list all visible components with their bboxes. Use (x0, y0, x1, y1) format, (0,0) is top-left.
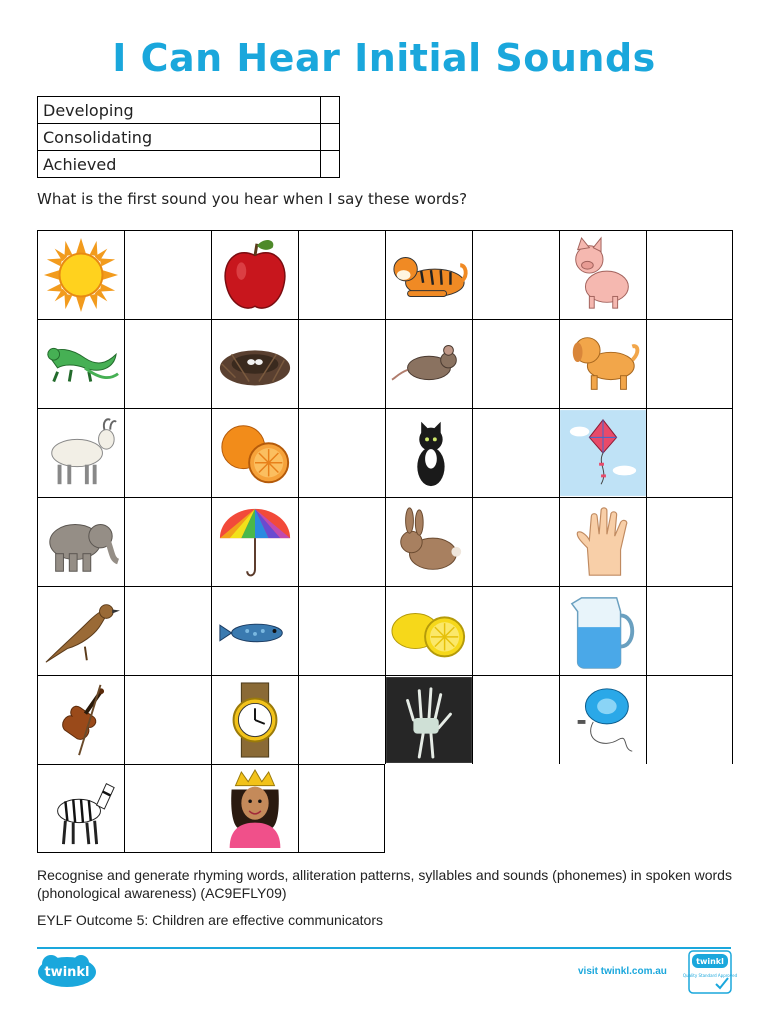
answer-cell[interactable] (298, 675, 385, 764)
bird-icon (42, 591, 120, 671)
queen-icon (216, 769, 294, 849)
picture-cell (559, 586, 646, 675)
page-title: I Can Hear Initial Sounds (112, 36, 656, 80)
answer-cell[interactable] (124, 319, 211, 408)
twinkl-logo[interactable] (37, 954, 97, 988)
answer-cell[interactable] (298, 230, 385, 319)
assessment-levels-table (37, 96, 340, 178)
picture-cell (37, 408, 124, 497)
answer-cell[interactable] (472, 675, 559, 764)
x-ray-icon (390, 680, 468, 760)
answer-cell[interactable] (646, 675, 733, 764)
answer-cell[interactable] (298, 497, 385, 586)
iguana-icon (42, 324, 120, 404)
level-label: Developing (38, 97, 321, 124)
picture-cell (559, 675, 646, 764)
picture-cell (211, 230, 298, 319)
picture-cell (211, 319, 298, 408)
elephant-icon (42, 502, 120, 582)
picture-cell (37, 497, 124, 586)
picture-cell (37, 319, 124, 408)
violin-icon (42, 680, 120, 760)
answer-cell[interactable] (298, 764, 385, 853)
answer-cell[interactable] (298, 408, 385, 497)
picture-cell (385, 675, 472, 764)
nest-icon (216, 324, 294, 404)
hand-icon (564, 502, 642, 582)
picture-cell (211, 675, 298, 764)
level-row-achieved (38, 151, 340, 178)
answer-cell[interactable] (124, 408, 211, 497)
picture-cell (559, 497, 646, 586)
eylf-outcome: EYLF Outcome 5: Children are effective communicators (37, 912, 384, 928)
picture-cell (37, 675, 124, 764)
picture-cell (37, 586, 124, 675)
level-checkbox[interactable] (321, 97, 340, 124)
level-row-consolidating (38, 124, 340, 151)
picture-cell (211, 764, 298, 853)
dog-icon (564, 324, 642, 404)
quality-badge (682, 950, 738, 994)
level-checkbox[interactable] (321, 124, 340, 151)
picture-cell (211, 408, 298, 497)
answer-cell[interactable] (472, 230, 559, 319)
answer-cell[interactable] (124, 230, 211, 319)
cat-icon (390, 413, 468, 493)
level-label: Consolidating (38, 124, 321, 151)
picture-cell (37, 764, 124, 853)
answer-cell[interactable] (646, 230, 733, 319)
watch-icon (216, 680, 294, 760)
answer-cell[interactable] (124, 764, 211, 853)
picture-cell (385, 319, 472, 408)
picture-cell (385, 586, 472, 675)
answer-cell[interactable] (646, 408, 733, 497)
answer-cell[interactable] (472, 497, 559, 586)
answer-cell[interactable] (472, 586, 559, 675)
answer-cell[interactable] (124, 586, 211, 675)
goat-icon (42, 413, 120, 493)
mouse-icon (390, 324, 468, 404)
badge-subtext: Quality Standard Approved (682, 973, 738, 978)
pig-icon (564, 235, 642, 315)
badge-text: twinkl (696, 957, 724, 966)
rabbit-icon (390, 502, 468, 582)
question-text: What is the first sound you hear when I say these words? (37, 190, 468, 208)
logo-text: twinkl (44, 965, 90, 980)
answer-cell[interactable] (472, 319, 559, 408)
picture-cell (211, 586, 298, 675)
answer-cell[interactable] (646, 586, 733, 675)
level-row-developing (38, 97, 340, 124)
umbrella-icon (216, 502, 294, 582)
sun-icon (42, 235, 120, 315)
curriculum-statement: Recognise and generate rhyming words, alliteration patterns, syllables and sounds (phonemes) in spoken words (phonological awareness) (AC9EFLY09) (37, 867, 732, 901)
answer-cell[interactable] (124, 675, 211, 764)
picture-cell (559, 230, 646, 319)
answer-cell[interactable] (472, 408, 559, 497)
zebra-icon (42, 769, 120, 849)
picture-cell (385, 497, 472, 586)
kite-icon (564, 413, 642, 493)
orange-icon (216, 413, 294, 493)
tiger-icon (390, 235, 468, 315)
yo-yo-icon (564, 680, 642, 760)
picture-cell (211, 497, 298, 586)
picture-cell (37, 230, 124, 319)
answer-cell[interactable] (646, 319, 733, 408)
fish-icon (216, 591, 294, 671)
footer-divider (37, 947, 731, 949)
picture-cell (559, 408, 646, 497)
picture-cell (385, 230, 472, 319)
level-label: Achieved (38, 151, 321, 178)
picture-cell (559, 319, 646, 408)
visit-link[interactable]: visit twinkl.com.au (578, 966, 667, 977)
answer-cell[interactable] (646, 497, 733, 586)
apple-icon (216, 235, 294, 315)
answer-cell[interactable] (298, 586, 385, 675)
level-checkbox[interactable] (321, 151, 340, 178)
picture-cell (385, 408, 472, 497)
answer-cell[interactable] (124, 497, 211, 586)
lemon-icon (390, 591, 468, 671)
answer-cell[interactable] (298, 319, 385, 408)
jug-icon (564, 591, 642, 671)
